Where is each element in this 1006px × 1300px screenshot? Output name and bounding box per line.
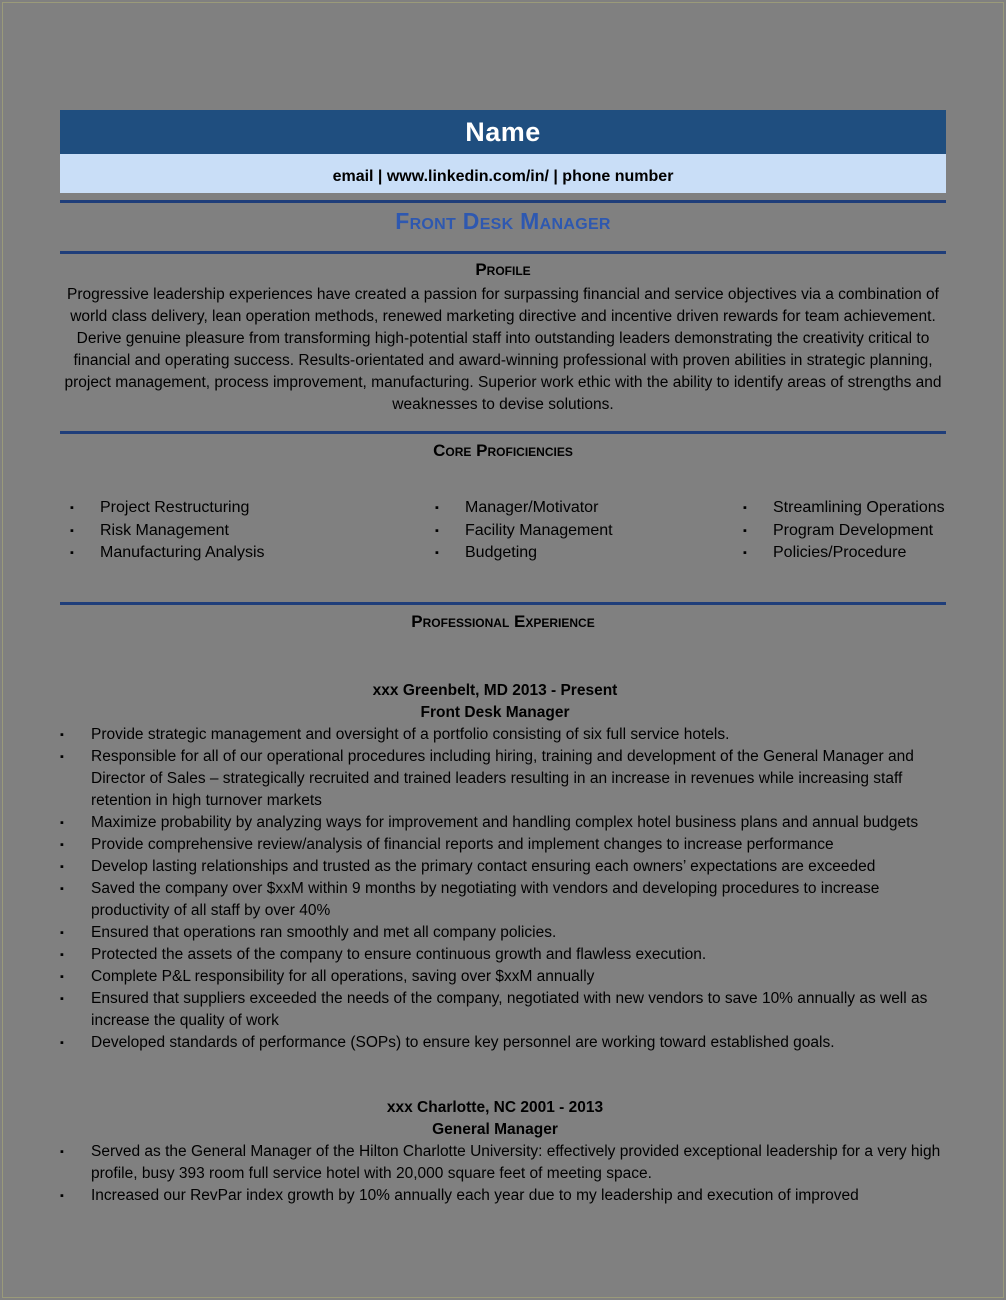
bullet-icon: ▪ — [60, 883, 64, 895]
target-job-title: Front Desk Manager — [395, 208, 611, 234]
list-item: ▪ Ensured that suppliers exceeded the needs of the company, negotiated with new vendors to save 10% annually as well as increase the quality of work — [60, 990, 928, 1029]
divider — [60, 431, 946, 434]
bullet-icon: ▪ — [60, 729, 64, 741]
bullet-icon: ▪ — [60, 751, 64, 763]
bullet-icon: ▪ — [743, 524, 747, 537]
job-location-dates: xxx Greenbelt, MD 2013 - Present — [372, 682, 618, 699]
list-item: ▪ Developed standards of performance (SOPs) to ensure key personnel are working toward established goals. — [60, 1032, 946, 1054]
core-proficiencies-heading: Core Proficiencies — [433, 441, 573, 460]
bullet-icon: ▪ — [70, 524, 74, 537]
bullet-icon: ▪ — [70, 547, 74, 559]
bullet-icon: ▪ — [60, 993, 64, 1005]
experience-heading: Professional Experience — [411, 612, 595, 631]
list-item: ▪ Maximize probability by analyzing ways for improvement and handling complex hotel business plans and annual budgets — [60, 812, 946, 834]
bullet-icon: ▪ — [60, 861, 64, 873]
job-duties-list — [60, 1141, 946, 1207]
list-item: ▪ Complete P&L responsibility for all operations, saving over $xxM annually — [60, 966, 946, 988]
job-title: Front Desk Manager — [420, 704, 570, 721]
list-item: ▪ Increased our RevPar index growth by 10% annually each year due to my leadership and execution of improved — [60, 1185, 946, 1207]
contact-line: email | www.linkedin.com/in/ | phone number — [60, 154, 946, 193]
divider — [60, 251, 946, 254]
list-item: ▪ Served as the General Manager of the Hilton Charlotte University: effectively provided exceptional leadership for a very high profile, busy 393 room full service hotel with 20,000 square feet of meeting space. — [60, 1143, 941, 1182]
candidate-name: Name — [60, 110, 946, 154]
bullet-icon: ▪ — [743, 547, 747, 559]
bullet-icon: ▪ — [60, 949, 64, 961]
list-item: ▪ Protected the assets of the company to ensure continuous growth and flawless execution. — [60, 944, 946, 966]
bullet-icon: ▪ — [435, 502, 439, 514]
bullet-icon: ▪ — [435, 547, 439, 559]
bullet-icon: ▪ — [60, 927, 64, 939]
divider — [60, 200, 946, 203]
profile-heading: Profile — [475, 260, 531, 279]
list-item: ▪ Saved the company over $xxM within 9 months by negotiating with vendors and developing procedures to increase productivity of all staff by over 40% — [60, 880, 880, 919]
bullet-icon: ▪ — [60, 839, 64, 851]
bullet-icon: ▪ — [60, 971, 64, 983]
job-location-dates: xxx Charlotte, NC 2001 - 2013 — [386, 1099, 604, 1116]
list-item: ▪ Responsible for all of our operational procedures including hiring, training and development of the General Manager and Director of Sales – strategically recruited and trained leaders resulting in an increase in revenues while increasing staff retention in high turnover markets — [60, 748, 914, 809]
job-title: General Manager — [432, 1121, 558, 1138]
divider — [60, 602, 946, 605]
list-item: ▪ Provide comprehensive review/analysis of financial reports and implement changes to increase performance — [60, 834, 946, 856]
bullet-icon: ▪ — [60, 1146, 64, 1158]
bullet-icon: ▪ — [60, 817, 64, 829]
job-duties-list — [60, 724, 946, 1054]
list-item: ▪ Ensured that operations ran smoothly and met all company policies. — [60, 922, 946, 944]
bullet-icon: ▪ — [60, 1190, 64, 1202]
bullet-icon: ▪ — [743, 502, 747, 514]
bullet-icon: ▪ — [60, 1037, 64, 1049]
bullet-icon: ▪ — [70, 502, 74, 514]
bullet-icon: ▪ — [435, 524, 439, 537]
list-item: ▪ Develop lasting relationships and trusted as the primary contact ensuring each owners’ expectations are exceeded — [60, 856, 946, 878]
list-item: ▪ Provide strategic management and oversight of a portfolio consisting of six full service hotels. — [60, 724, 946, 746]
profile-summary: Progressive leadership experiences have created a passion for surpassing financial and service objectives via a combination of world class delivery, lean operation methods, renewed marketing directive and incentive driven rewards for team achievement. Derive genuine pleasure from transforming high-potential staff into outstanding leaders demonstrating the creativity critical to financial and operating success. Results-orientated and award-winning professional with proven abilities in strategic planning, project management, process improvement, manufacturing. Superior work ethic with the ability to identify areas of strengths and weaknesses to devise solutions. — [64, 286, 942, 413]
